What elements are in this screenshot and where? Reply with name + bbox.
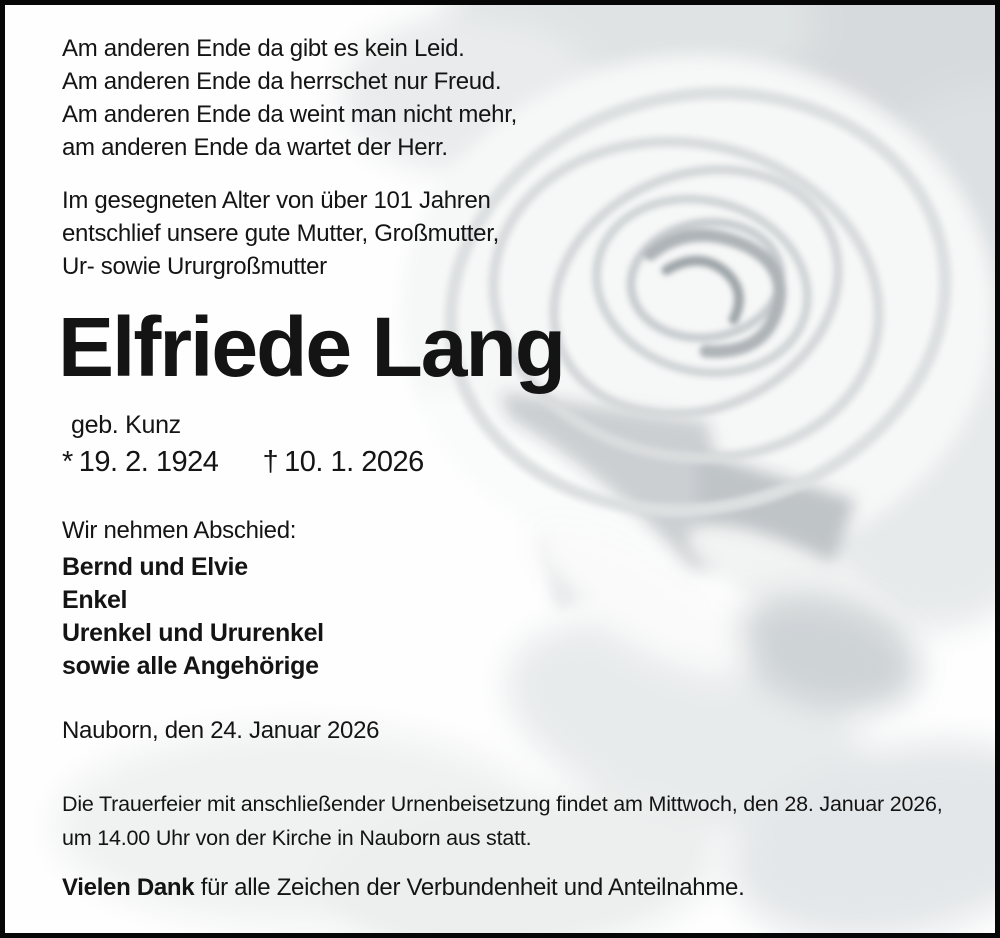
farewell-heading: Wir nehmen Abschied:: [62, 517, 297, 544]
thanks-line: [62, 874, 744, 902]
mourner-line: sowie alle Angehörige: [62, 652, 319, 680]
poem: [62, 32, 517, 164]
obituary-content: [5, 5, 995, 933]
announcement-line: Im gesegneten Alter von über 101 Jahren: [62, 187, 491, 214]
mourner-line: Urenkel und Ururenkel: [62, 619, 324, 647]
death-date-value: 10. 1. 2026: [284, 446, 424, 478]
death-date: [262, 446, 423, 479]
poem-line: Am anderen Ende da herrschet nur Freud.: [62, 68, 502, 95]
maiden-name: geb. Kunz: [71, 411, 181, 439]
place-and-date: Nauborn, den 24. Januar 2026: [62, 717, 380, 744]
funeral-notice-line: Die Trauerfeier mit anschließender Urnenbeisetzung findet am Mittwoch, den 28. Januar 2026,: [62, 792, 943, 816]
birth-date: [62, 446, 218, 479]
funeral-notice-line: um 14.00 Uhr von der Kirche in Nauborn aus statt.: [62, 826, 532, 850]
poem-line: Am anderen Ende da weint man nicht mehr,: [62, 101, 517, 128]
mourners-list: [62, 551, 324, 683]
poem-line: am anderen Ende da wartet der Herr.: [62, 134, 448, 161]
poem-line: Am anderen Ende da gibt es kein Leid.: [62, 35, 465, 62]
announcement-line: Ur- sowie Ururgroßmutter: [62, 253, 327, 280]
thanks-emphasis: Vielen Dank: [62, 874, 195, 901]
mourner-line: Bernd und Elvie: [62, 553, 248, 581]
thanks-rest: für alle Zeichen der Verbundenheit und Anteilnahme.: [194, 874, 745, 901]
mourner-line: Enkel: [62, 586, 128, 614]
announcement-line: entschlief unsere gute Mutter, Großmutter,: [62, 220, 499, 247]
birth-date-value: 19. 2. 1924: [78, 446, 219, 478]
death-cross-icon: †: [262, 446, 279, 478]
announcement-text: [62, 184, 499, 283]
birth-star-icon: *: [62, 446, 73, 478]
deceased-name: Elfriede Lang: [58, 300, 565, 394]
funeral-notice: [62, 787, 943, 855]
life-dates: [62, 446, 424, 479]
